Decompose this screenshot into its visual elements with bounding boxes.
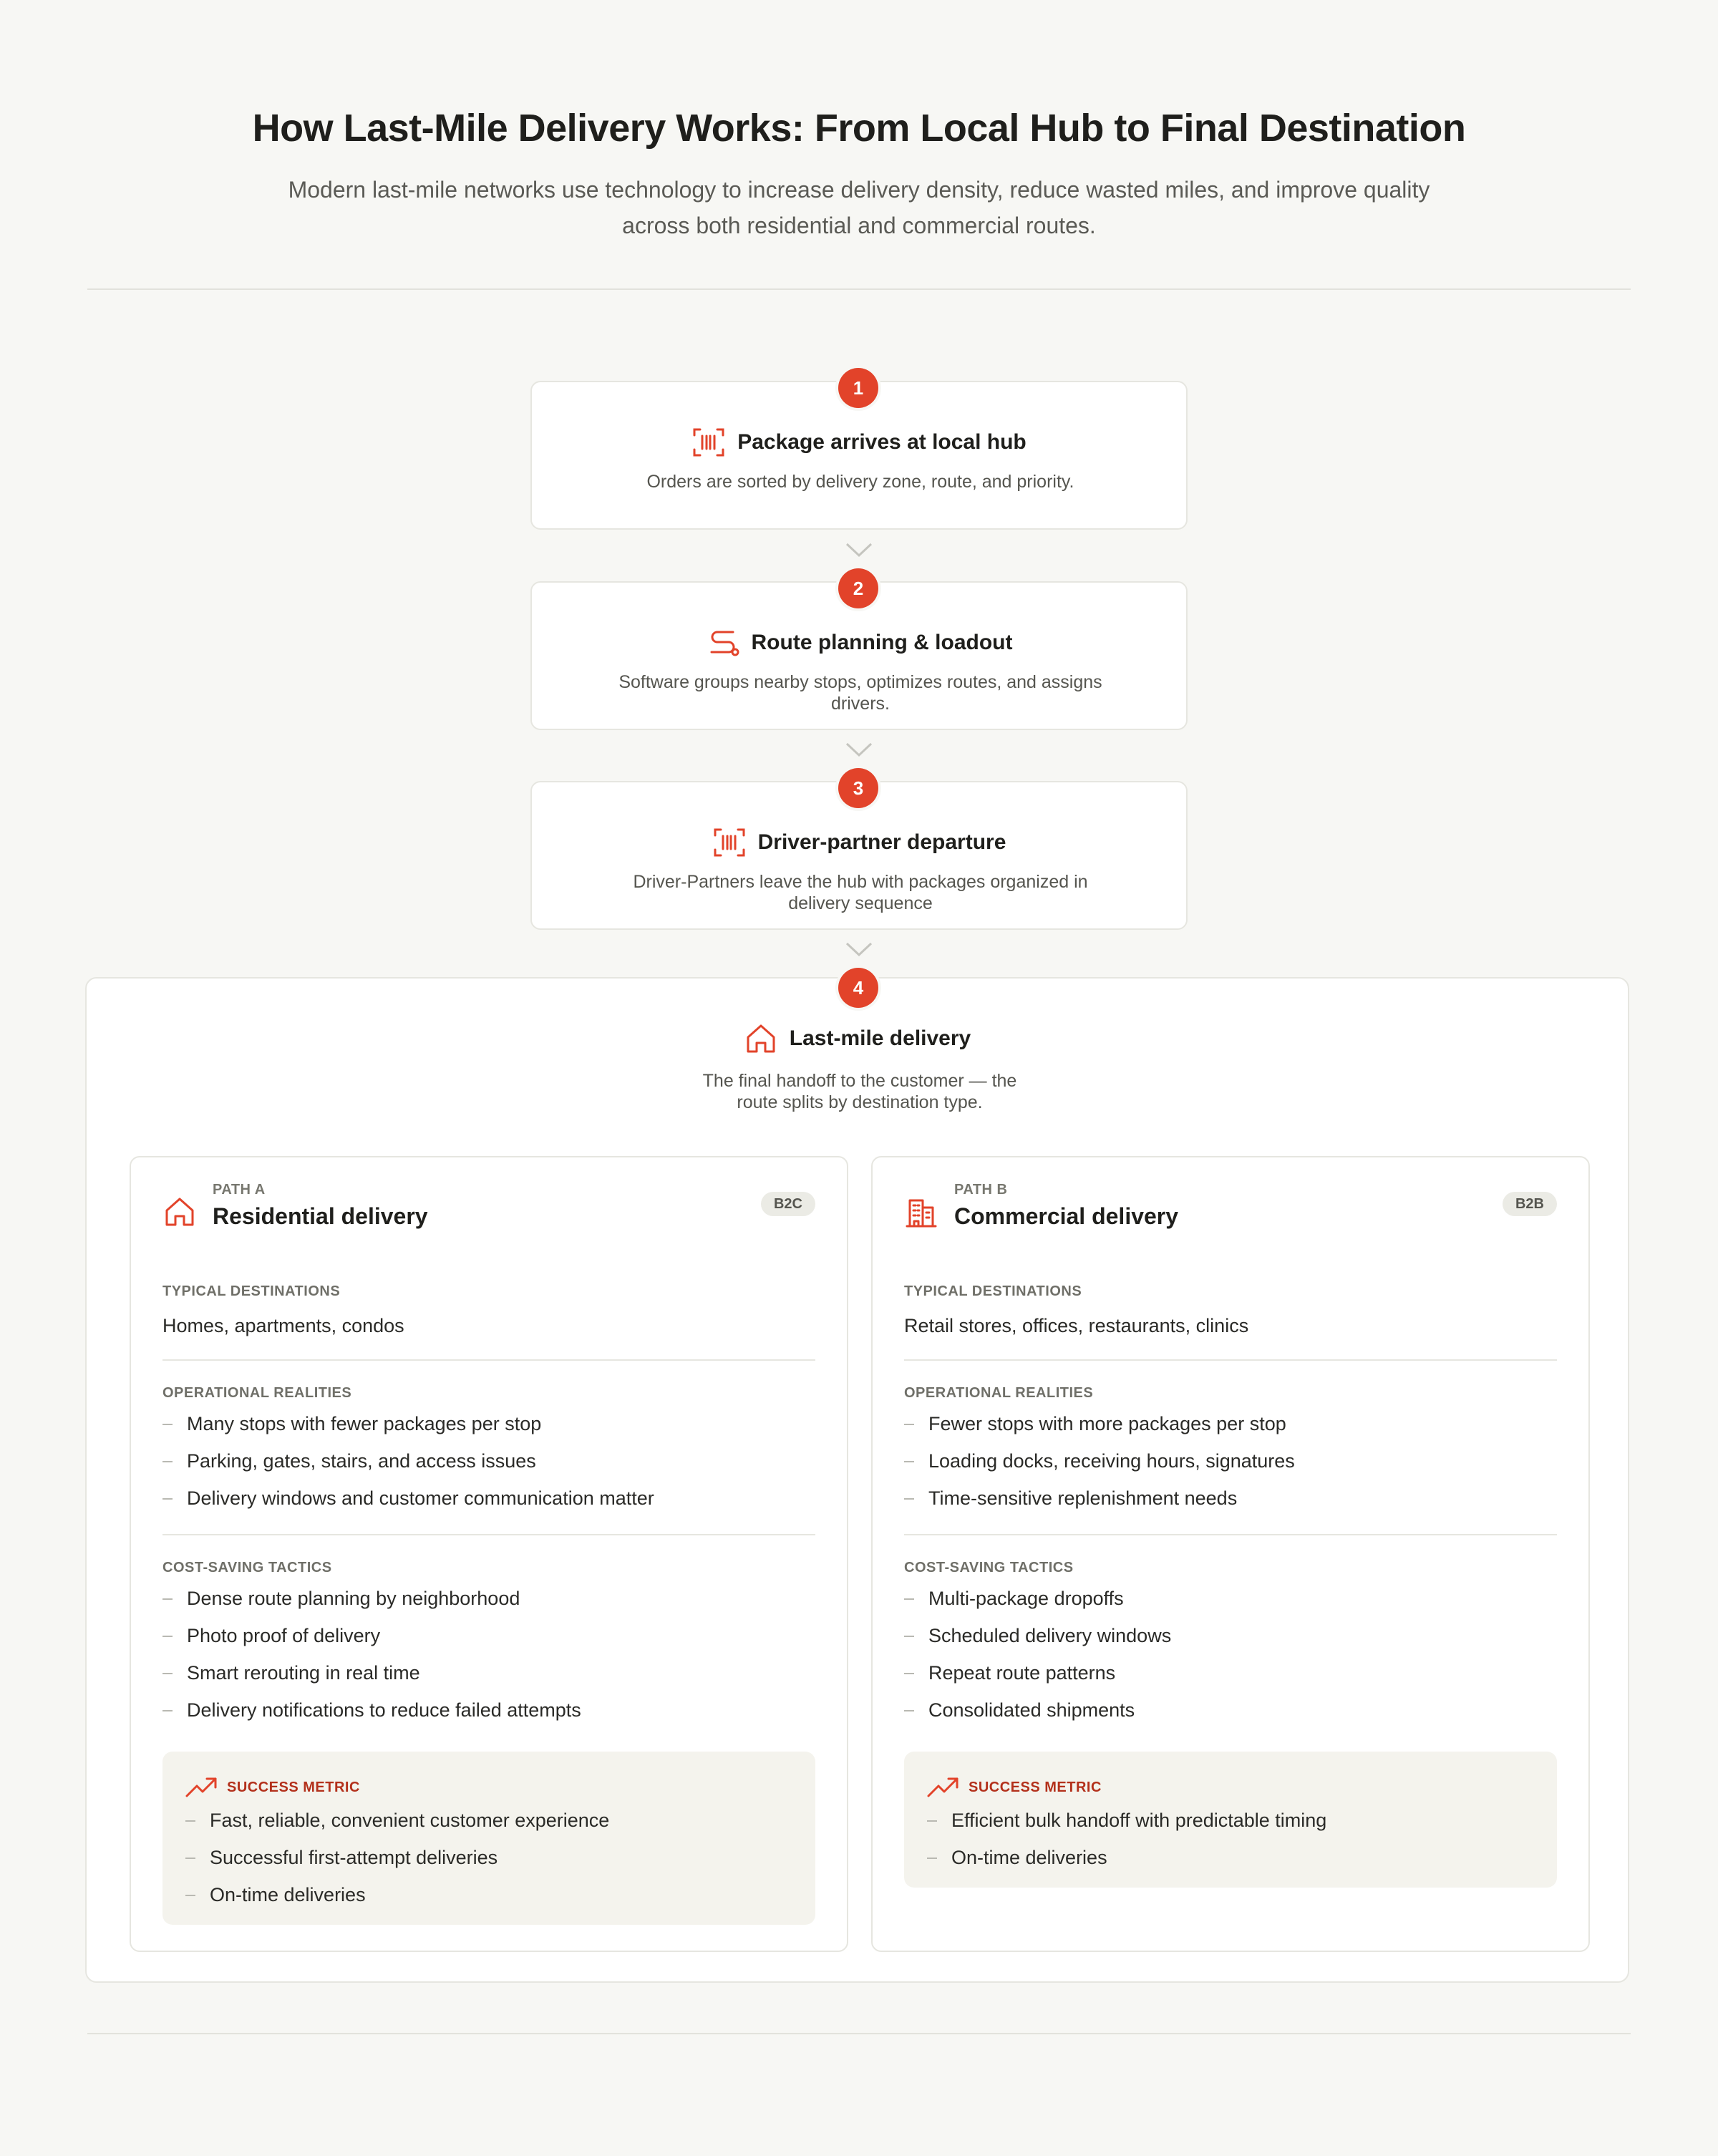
list-item: Smart rerouting in real time [162, 1654, 581, 1691]
path-a-eyebrow: PATH A [213, 1182, 266, 1198]
section-divider [904, 1359, 1557, 1361]
path-b-card [871, 1156, 1590, 1952]
list-item: Fast, reliable, convenient customer experience [185, 1802, 609, 1839]
step-2-description: Software groups nearby stops, optimizes routes, and assigns drivers. [618, 672, 1102, 714]
chevron-down-icon [845, 541, 873, 558]
list-item: On-time deliveries [927, 1839, 1326, 1876]
section-divider [904, 1534, 1557, 1535]
tactics-label: COST-SAVING TACTICS [904, 1560, 1074, 1575]
destinations-label: TYPICAL DESTINATIONS [904, 1283, 1082, 1299]
section-divider [162, 1534, 815, 1535]
step-2-badge: 2 [838, 568, 878, 608]
step-1-description: Orders are sorted by delivery zone, route, and priority. [646, 472, 1074, 492]
route-icon [706, 626, 740, 660]
success-metric-box [904, 1752, 1557, 1888]
realities-label: OPERATIONAL REALITIES [904, 1385, 1094, 1401]
barcode-scan-icon [691, 425, 726, 460]
path-b-eyebrow: PATH B [954, 1182, 1008, 1198]
list-item: Repeat route patterns [904, 1654, 1171, 1691]
chevron-down-icon [845, 941, 873, 958]
list-item: Dense route planning by neighborhood [162, 1580, 581, 1617]
building-icon [904, 1195, 938, 1229]
path-a-tag: B2C [761, 1192, 815, 1216]
house-icon [162, 1195, 197, 1229]
success-metric-label: SUCCESS METRIC [227, 1779, 360, 1795]
step-4-description: The final handoff to the customer — the route splits by destination type. [702, 1071, 1017, 1112]
realities-list [904, 1405, 1295, 1517]
step-1-title: Package arrives at local hub [737, 430, 1027, 454]
trending-up-icon [185, 1776, 217, 1799]
realities-label: OPERATIONAL REALITIES [162, 1385, 352, 1401]
tactics-list [162, 1580, 581, 1729]
list-item: Loading docks, receiving hours, signatures [904, 1442, 1295, 1480]
list-item: Multi-package dropoffs [904, 1580, 1171, 1617]
list-item: Photo proof of delivery [162, 1617, 581, 1654]
page-subtitle: Modern last-mile networks use technology to increase delivery density, reduce wasted miles, and improve quality across both residential and commercial routes. [288, 177, 1430, 238]
list-item: On-time deliveries [185, 1876, 609, 1913]
step-2-title: Route planning & loadout [751, 631, 1013, 654]
tactics-list [904, 1580, 1171, 1729]
page-title: How Last-Mile Delivery Works: From Local Hub to Final Destination [252, 107, 1466, 150]
list-item: Efficient bulk handoff with predictable timing [927, 1802, 1326, 1839]
list-item: Time-sensitive replenishment needs [904, 1480, 1295, 1517]
step-1-badge: 1 [838, 368, 878, 408]
list-item: Fewer stops with more packages per stop [904, 1405, 1295, 1442]
destinations-value: Homes, apartments, condos [162, 1315, 404, 1336]
list-item: Successful first-attempt deliveries [185, 1839, 609, 1876]
barcode-scan-icon [712, 825, 747, 860]
success-metric-label: SUCCESS METRIC [969, 1779, 1102, 1795]
list-item: Delivery notifications to reduce failed attempts [162, 1691, 581, 1729]
step-4-title: Last-mile delivery [789, 1026, 971, 1050]
tactics-label: COST-SAVING TACTICS [162, 1560, 332, 1575]
list-item: Delivery windows and customer communication matter [162, 1480, 654, 1517]
list-item: Scheduled delivery windows [904, 1617, 1171, 1654]
chevron-down-icon [845, 741, 873, 758]
list-item: Parking, gates, stairs, and access issues [162, 1442, 654, 1480]
step-3-title: Driver-partner departure [757, 830, 1006, 854]
path-b-title: Commercial delivery [954, 1203, 1179, 1229]
metrics-list [185, 1802, 609, 1913]
bottom-divider [87, 2033, 1631, 2034]
destinations-value: Retail stores, offices, restaurants, clinics [904, 1315, 1249, 1336]
step-3-badge: 3 [838, 768, 878, 808]
step-3-description: Driver-Partners leave the hub with packages organized in delivery sequence [633, 872, 1088, 913]
house-icon [744, 1021, 778, 1056]
step-4-badge: 4 [838, 968, 878, 1008]
path-b-tag: B2B [1503, 1192, 1557, 1216]
trending-up-icon [927, 1776, 959, 1799]
step-4-card [85, 977, 1629, 1983]
destinations-label: TYPICAL DESTINATIONS [162, 1283, 341, 1299]
path-a-card [130, 1156, 848, 1952]
top-divider [87, 288, 1631, 290]
section-divider [162, 1359, 815, 1361]
path-a-title: Residential delivery [213, 1203, 428, 1229]
list-item: Many stops with fewer packages per stop [162, 1405, 654, 1442]
success-metric-box [162, 1752, 815, 1925]
metrics-list [927, 1802, 1326, 1876]
realities-list [162, 1405, 654, 1517]
list-item: Consolidated shipments [904, 1691, 1171, 1729]
